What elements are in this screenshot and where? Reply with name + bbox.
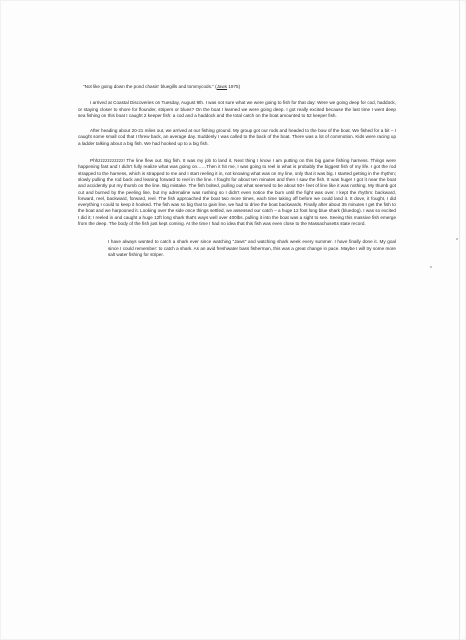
essay-body — [78, 84, 396, 267]
page-edge-shadow — [459, 0, 460, 640]
paragraph-4: I have always wanted to catch a shark ever since watching "Jaws" and watching shark week every summer. I have finally done it. My goal since I could remember: to catch a shark. As an avid freshwater bass fisherman, this was a great change in pace. Maybe I will try some more salt water fishing for striper. — [108, 239, 396, 257]
epigraph-quote: "Not like going down the pond chasin' bluegills and tommycods." (Jaws 1975) — [83, 84, 241, 89]
paragraph-3: Phhzzzzzzzzzzz! The line flew out. Big fish. It was my job to land it. Next thing I know I am putting on this big game fishing harness. Things were happening fast and I didn't fully realize what was going on……Then it hit me, I was going to reel in what is probably the biggest fish of my life. I got the rod strapped to the harness, which is strapped to me and I start reeling it in, not knowing what was on my line, only that it was big. I started getting in the rhythm; slowly pulling the rod back and leaning forward to reel in the line. I fought for about ten minutes and then I saw the fish. It was huge! I got it near the boat and accidently put my thumb on the line. Big mistake. The fish bolted, pulling out what seemed to be about 50+ feet of line like it was nothing. My thumb got cut and burned by the peeling line, but my adrenaline was rushing so I didn't even notice the burn until the fight was over. I kept the rhythm: backward, forward, reel, backward, forward, reel. The fish approached the boat two more times, each time taking off before we could land it. It dove, it fought, I did everything I could to keep it hooked. The fish was so big that to gain line, we had to drive the boat backwards. Finally after about 35 minutes I get the fish to the boat and we harpooned it. Looking over the side once things settled, we assessed our catch – a huge 12 foot long blue shark (bluedog). I was so excited I did it; I reeled in and caught a huge 12ft long shark that's ways well over 400lbs. pulling it into the boat was a sight to see. Seeing this massive fish emerge from the deep. The body of the fish just kept coming. At the time I had no idea that this fish was even close to the Massachusetts state record. — [78, 158, 396, 227]
epigraph-year: 1975 — [228, 84, 239, 89]
scan-speck — [456, 238, 458, 240]
epigraph-source: Jaws — [216, 84, 228, 89]
scan-speck — [430, 266, 432, 268]
paragraph-2: After heading about 20-21 miles out, we arrived at our fishing ground. My group got our rods and headed to the bow of the boat. We fished for a bit – I caught some small cod that I threw back, an average day. Suddenly I was called to the back of the boat. There was a lot of commotion. Kids were racing up a ladder talking about a big fish. We had hooked up to a big fish. — [78, 128, 396, 146]
epigraph-text: "Not like going down the pond chasin' bluegills and tommycods." — [83, 84, 214, 89]
paragraph-1: I arrived at Coastal Discoveries on Tuesday, August 9th. I was not sure what we were going to fish for that day: Were we going deep for cod, haddock, or staying closer to shore for flounder, stripers or blues? On the boat I learned we were going deep. I got really excited because the last time I went deep sea fishing on this boat I caught 2 keeper fish: a cod and a haddock and the total catch on the boat amounted to 52 keeper fish. — [78, 100, 396, 118]
